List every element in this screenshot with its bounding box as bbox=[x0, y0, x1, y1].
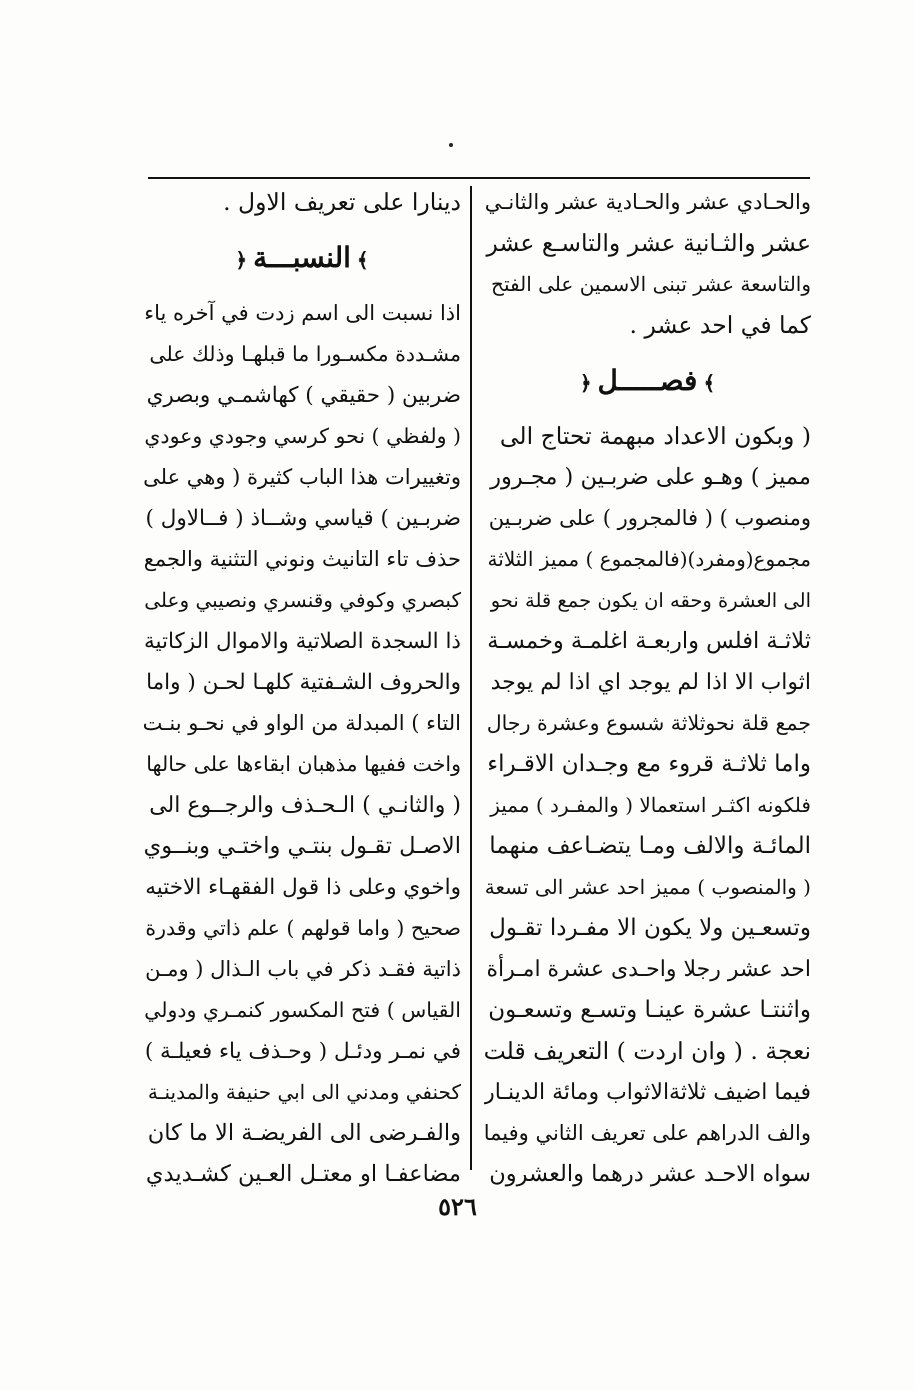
right-line: ومنصوب ) ( فالمجرور ) على ضربـين bbox=[488, 506, 811, 530]
right-line: فلكونه اكثـر استعمالا ( والمفـرد ) مميز bbox=[490, 793, 811, 817]
left-line: ذاتية فقـد ذكر في باب الـذال ( ومـن bbox=[145, 957, 461, 981]
right-line: واما ثلاثـة قروء مع وجـدان الاقـراء bbox=[487, 751, 811, 777]
left-line: في نمـر ودئـل ( وحـذف ياء فعيلـة ) bbox=[144, 1039, 461, 1064]
left-line: كبصري وكوفي وقنسري ونصيبي وعلى bbox=[144, 588, 461, 612]
column-divider bbox=[470, 186, 472, 1170]
right-line: وتسعـين ولا يكون الا مفـردا تقـول bbox=[489, 915, 811, 941]
right-line: والحـادي عشر والحـادية عشر والثانـي bbox=[484, 190, 811, 214]
left-line: ذا السجدة الصلاتية والاموال الزكاتية bbox=[143, 629, 461, 654]
left-line: وتغييرات هذا الباب كثيرة ( وهي على bbox=[143, 465, 461, 489]
left-line: مشـددة مكسـورا ما قبلهـا وذلك على bbox=[149, 342, 461, 366]
right-line: اثواب الا اذا لم يوجد اي اذا لم يوجد bbox=[490, 670, 811, 695]
right-line: ( وبكون الاعداد مبهمة تحتاج الى bbox=[499, 422, 811, 450]
left-line: والفـرضى الى الفريضـة الا ما كان bbox=[147, 1120, 461, 1146]
right-line: احد عشر رجلا واحـدى عشرة امـرأة bbox=[486, 957, 811, 982]
left-line: ( والثانـي ) الـحـذف والرجــوع الى bbox=[149, 793, 461, 818]
left-line: حذف تاء التانيث ونوني التثنية والجمع bbox=[143, 547, 461, 571]
ornament-open: ﴾ bbox=[356, 248, 369, 272]
ornament-close: ﴿ bbox=[579, 371, 592, 395]
left-line: ( ولفظي ) نحو كرسي وجودي وعودي bbox=[144, 424, 461, 448]
left-line: دينارا على تعريف الاول . bbox=[223, 188, 461, 216]
left-line: واخوي وعلى ذا قول الفقهـاء الاختيه bbox=[145, 875, 461, 900]
right-line: مجموع(ومفرد)(فالمجموع ) مميز الثلاثة bbox=[487, 547, 811, 571]
left-line: مضاعفـا او معتـل العـين كشـديدي bbox=[145, 1161, 461, 1187]
heading-text: النسبـــة bbox=[253, 241, 351, 274]
left-line: واخت ففيها مذهبان ابقاءها على حالها bbox=[146, 752, 461, 776]
right-column bbox=[484, 182, 811, 1195]
page-number: ٥٢٦ bbox=[438, 1192, 477, 1221]
ornament-close: ﴿ bbox=[235, 248, 248, 272]
right-line: الى العشرة وحقه ان يكون جمع قلة نحو bbox=[490, 589, 811, 612]
right-line: المائـة والالف ومـا يتضـاعف منهما bbox=[489, 833, 811, 859]
left-line: ضربين ( حقيقي ) كهاشمـي وبصري bbox=[146, 383, 461, 408]
ornament-open: ﴾ bbox=[703, 371, 716, 395]
right-line: واثنتـا عشرة عينـا وتسـع وتسعـون bbox=[488, 997, 811, 1023]
left-line: والحروف الشـفتية كلهـا لحـن ( واما bbox=[146, 670, 461, 695]
top-dot bbox=[449, 143, 453, 147]
right-line: كما في احد عشر . bbox=[629, 311, 811, 339]
left-line: القياس ) فتح المكسور كنمـري ودولي bbox=[144, 998, 461, 1022]
right-line: والتاسعة عشر تبنى الاسمين على الفتح bbox=[491, 272, 811, 296]
right-line: عشر والثـانية عشر والتاسـع عشر bbox=[486, 229, 811, 257]
section-heading-nisba bbox=[143, 223, 461, 293]
right-line: مميز ) وهـو على ضربـين ( مجـرور bbox=[490, 464, 811, 490]
left-line: كحنفي ومدني الى ابي حنيفة والمدينـة bbox=[147, 1080, 461, 1104]
right-line: جمع قلة نحوثلاثة شسوع وعشرة رجال bbox=[486, 711, 811, 735]
right-line: نعجة . ( وان اردت ) التعريف قلت bbox=[484, 1037, 811, 1065]
top-rule bbox=[148, 177, 810, 179]
left-line: التاء ) المبدلة من الواو في نحـو بنـت bbox=[143, 711, 461, 735]
right-line: فيما اضيف ثلاثةالاثواب ومائة الدينـار bbox=[484, 1080, 811, 1105]
right-line: والف الدراهم على تعريف الثاني وفيما bbox=[484, 1121, 811, 1145]
left-line: الاصـل تقـول بنتـي واختـي وبنــوي bbox=[143, 833, 461, 859]
left-line: صحيح ( واما قولهم ) علم ذاتي وقدرة bbox=[145, 916, 461, 940]
left-line: اذا نسبت الى اسم زدت في آخره ياء bbox=[144, 301, 461, 325]
section-heading-fasl bbox=[484, 346, 811, 416]
left-column bbox=[143, 182, 461, 1195]
heading-text: فصـــــل bbox=[597, 364, 698, 397]
right-line: ثلاثـة افلس واربعـة اغلمـة وخمسـة bbox=[487, 628, 811, 654]
left-line: ضربـين ) قياسي وشــاذ ( فــالاول ) bbox=[145, 506, 461, 531]
right-line: سواه الاحـد عشر درهما والعشرون bbox=[489, 1161, 811, 1187]
right-line: ( والمنصوب ) مميز احد عشر الى تسعة bbox=[484, 875, 811, 899]
